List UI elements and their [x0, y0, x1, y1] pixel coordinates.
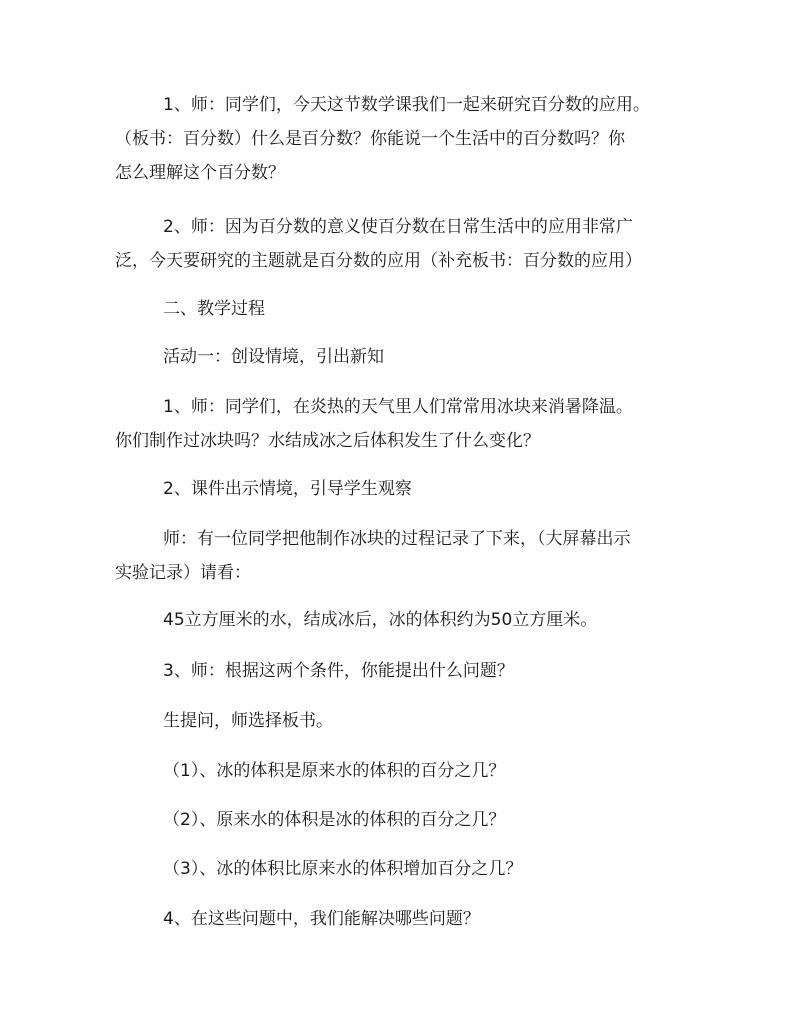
text-line: （1）、冰的体积是原来水的体积的百分之几？ — [163, 761, 506, 781]
paragraph-student-question — [115, 704, 690, 738]
text-line: 1、师：同学们，今天这节数学课我们一起来研究百分数的应用。 — [163, 95, 650, 115]
paragraph-experiment-data — [115, 603, 690, 637]
text-line: 2、课件出示情境，引导学生观察 — [163, 479, 412, 499]
paragraph-intro-2 — [115, 210, 690, 278]
text-line: 4、在这些问题中，我们能解决哪些问题？ — [163, 909, 480, 929]
text-line: 活动一：创设情境，引出新知 — [163, 347, 384, 367]
paragraph-question-prompt — [115, 654, 690, 688]
text-line: 45立方厘米的水，结成冰后，冰的体积约为50立方厘米。 — [163, 610, 598, 630]
text-line: 二、教学过程 — [163, 299, 265, 319]
text-line: 你们制作过冰块吗？水结成冰之后体积发生了什么变化？ — [115, 431, 540, 451]
paragraph-teacher-record — [115, 522, 690, 590]
paragraph-activity-2 — [115, 472, 690, 506]
text-line: 2、师：因为百分数的意义使百分数在日常生活中的应用非常广 — [163, 217, 633, 237]
text-line: （2）、原来水的体积是冰的体积的百分之几？ — [163, 810, 506, 830]
text-line: 怎么理解这个百分数？ — [115, 163, 285, 183]
text-line: 实验记录）请看： — [115, 563, 251, 583]
text-line: 生提问，师选择板书。 — [163, 711, 333, 731]
text-line: （板书：百分数）什么是百分数？你能说一个生活中的百分数吗？你 — [115, 129, 625, 149]
activity-heading — [115, 340, 690, 374]
question-item-2 — [115, 803, 690, 837]
paragraph-solve-question — [115, 902, 690, 936]
text-line: 泛，今天要研究的主题就是百分数的应用（补充板书：百分数的应用） — [115, 251, 642, 271]
section-heading — [115, 292, 690, 326]
question-item-3 — [115, 852, 690, 886]
text-line: 师：有一位同学把他制作冰块的过程记录了下来，（大屏幕出示 — [163, 529, 631, 549]
question-item-1 — [115, 754, 690, 788]
text-line: 3、师：根据这两个条件，你能提出什么问题？ — [163, 661, 514, 681]
text-line: （3）、冰的体积比原来水的体积增加百分之几？ — [163, 859, 523, 879]
paragraph-intro-1 — [115, 88, 690, 190]
text-line: 1、师：同学们，在炎热的天气里人们常常用冰块来消暑降温。 — [163, 397, 633, 417]
paragraph-activity-1 — [115, 390, 690, 458]
